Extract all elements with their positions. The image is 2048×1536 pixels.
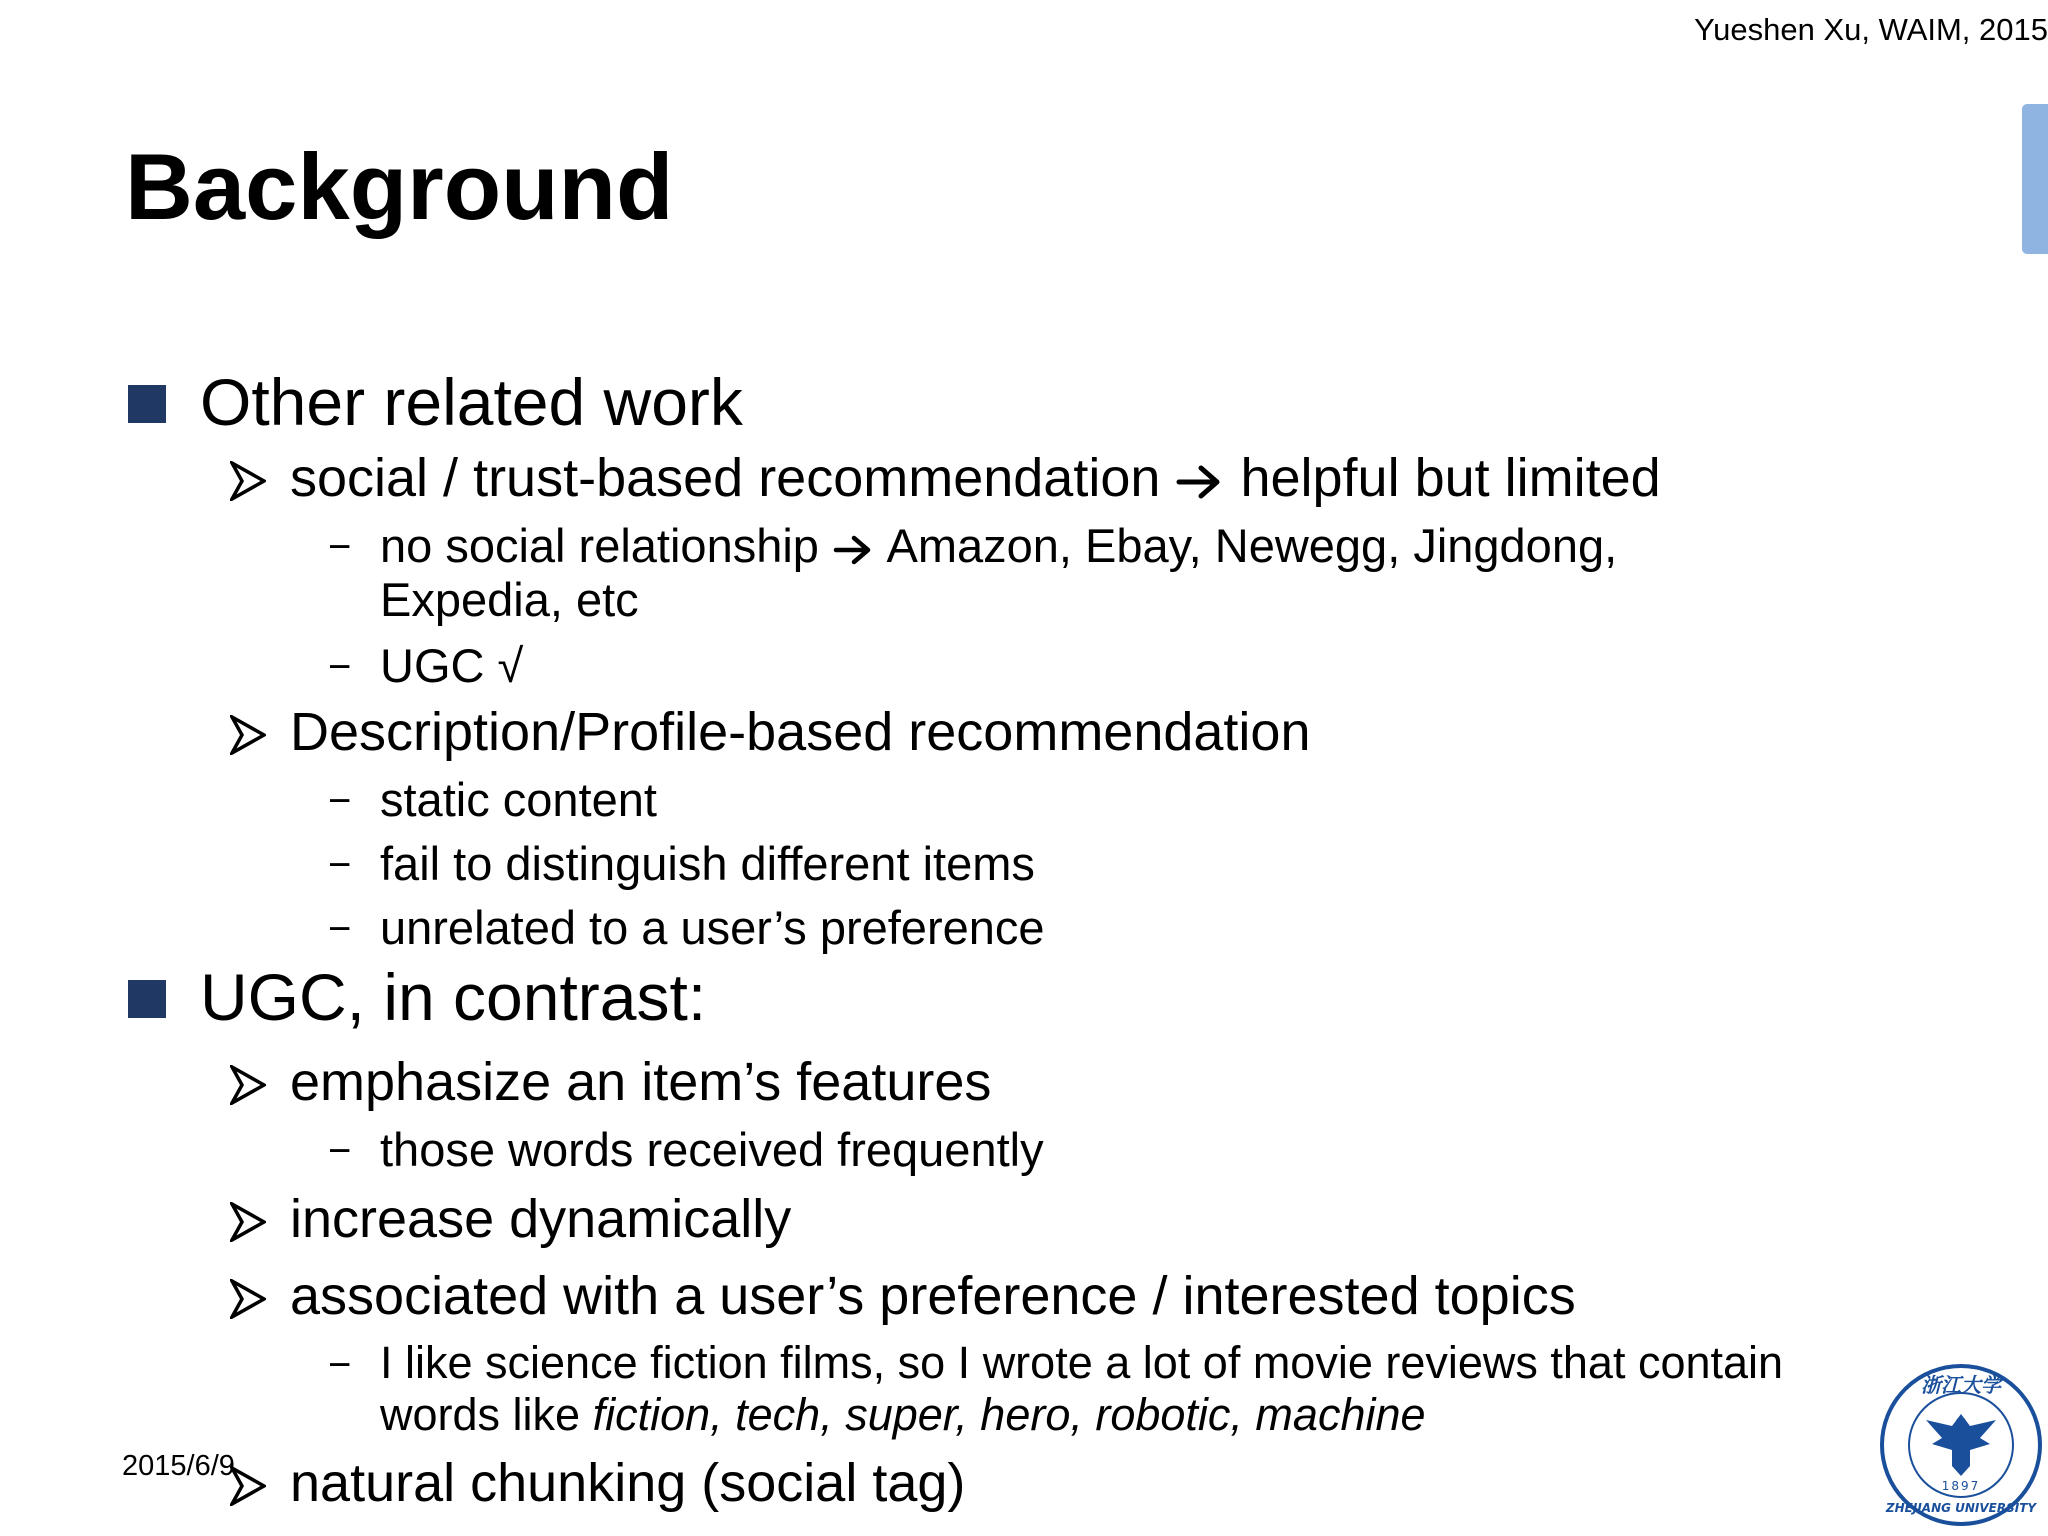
subbullet-social-trust — [290, 447, 1661, 509]
arrowhead-bullet-icon — [230, 461, 266, 501]
item-ugc-check: UGC √ — [380, 639, 524, 692]
bullet-ugc-in-contrast: UGC, in contrast: — [200, 960, 707, 1034]
dash-bullet-icon: − — [328, 645, 352, 689]
arrowhead-bullet-icon — [230, 715, 266, 755]
item-unrelated-preference: unrelated to a user’s preference — [380, 901, 1045, 954]
arrowhead-bullet-icon — [230, 1202, 266, 1242]
slide-date: 2015/6/9 — [122, 1450, 235, 1482]
subbullet-natural-chunking: natural chunking (social tag) — [290, 1453, 966, 1513]
arrowhead-bullet-icon — [230, 1466, 266, 1506]
dash-bullet-icon: − — [328, 525, 352, 569]
dash-bullet-icon: − — [328, 1343, 352, 1387]
logo-year: 1897 — [1941, 1479, 1981, 1493]
square-bullet-icon — [128, 980, 166, 1018]
university-logo — [1878, 1362, 2044, 1528]
item-no-social-relationship — [380, 519, 1617, 627]
byline: Yueshen Xu, WAIM, 2015 — [1694, 12, 2048, 47]
item-science-fiction-example — [380, 1337, 1783, 1441]
item-text: I like science fiction films, so I wrote a lot of movie reviews that contain — [380, 1337, 1784, 1388]
dash-bullet-icon: − — [328, 907, 352, 951]
subbullet-description-profile: Description/Profile-based recommendation — [290, 702, 1311, 762]
subbullet-text: helpful but limited — [1240, 448, 1661, 508]
item-words-received-frequently: those words received frequently — [380, 1123, 1044, 1176]
dash-bullet-icon: − — [328, 843, 352, 887]
bullet-other-related-work: Other related work — [200, 365, 743, 439]
dash-bullet-icon: − — [328, 1129, 352, 1173]
dash-bullet-icon: − — [328, 779, 352, 823]
logo-university-name: ZHEJIANG UNIVERSITY — [1885, 1501, 2037, 1515]
square-bullet-icon — [128, 385, 166, 423]
subbullet-increase-dynamically: increase dynamically — [290, 1189, 792, 1249]
item-text-prefix: words like — [380, 1388, 593, 1440]
arrowhead-bullet-icon — [230, 1279, 266, 1319]
item-continuation: Expedia, etc — [380, 573, 639, 627]
subbullet-associated-preference: associated with a user’s preference / interested topics — [290, 1266, 1576, 1326]
item-text-italic: fiction, tech, super, hero, robotic, machine — [592, 1388, 1426, 1440]
logo-chinese-name: 浙江大学 — [1921, 1373, 2001, 1397]
arrowhead-bullet-icon — [230, 1065, 266, 1105]
item-text: Amazon, Ebay, Newegg, Jingdong, — [886, 519, 1618, 572]
right-arrow-icon — [1175, 462, 1225, 502]
slide-title: Background — [125, 134, 674, 239]
item-text: no social relationship — [380, 519, 819, 572]
item-continuation — [380, 1389, 1783, 1441]
subbullet-emphasize-features: emphasize an item’s features — [290, 1052, 992, 1112]
right-arrow-icon — [832, 533, 876, 567]
item-static-content: static content — [380, 773, 657, 826]
subbullet-text: social / trust-based recommendation — [290, 448, 1161, 508]
item-fail-to-distinguish: fail to distinguish different items — [380, 837, 1035, 890]
